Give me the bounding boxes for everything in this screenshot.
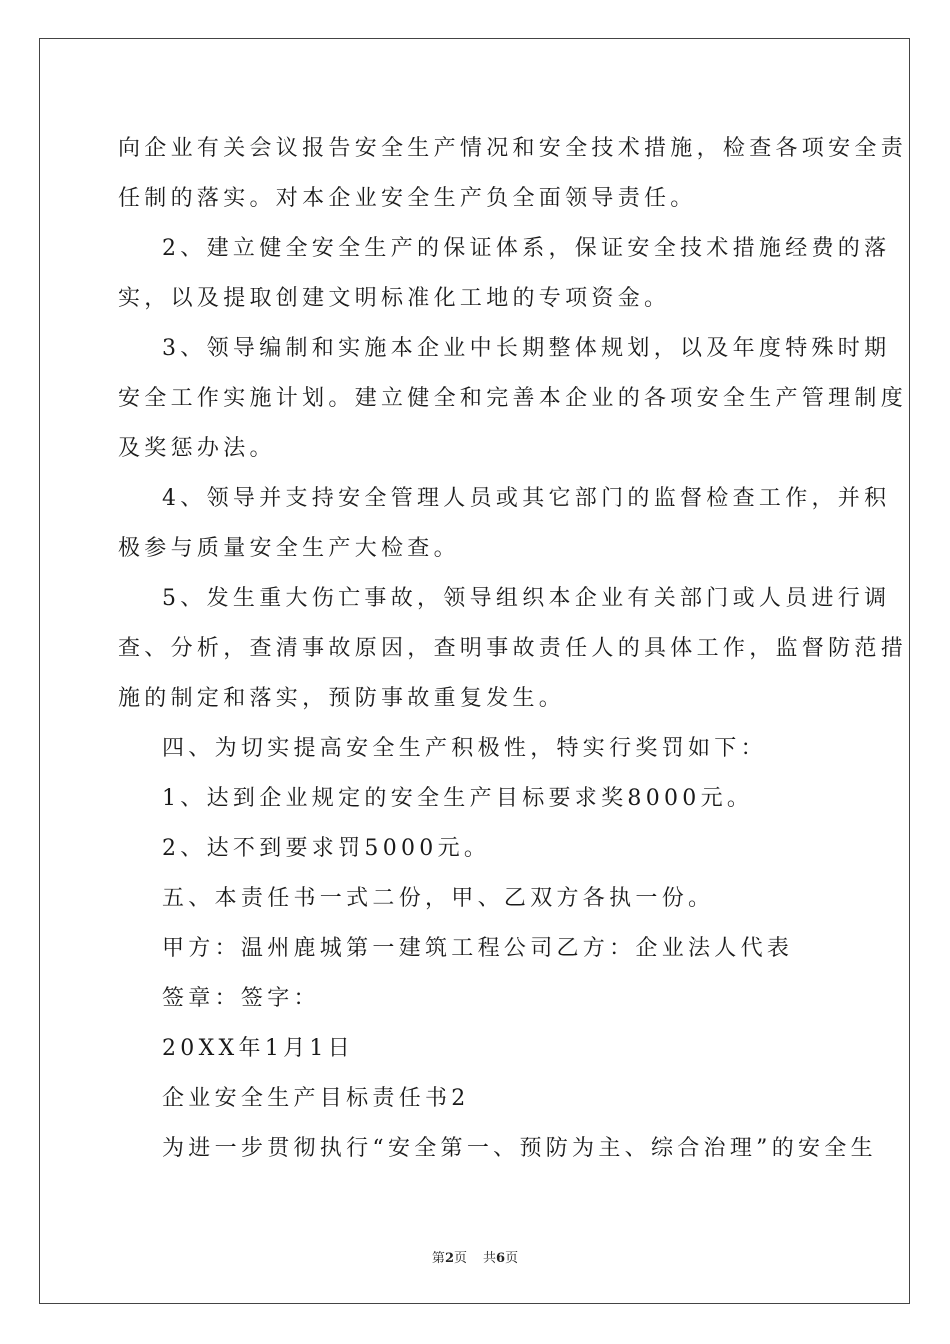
body-line-3: 2、建立健全安全生产的保证体系，保证安全技术措施经费的落 <box>162 236 891 261</box>
body-line-5: 3、领导编制和实施本企业中长期整体规划，以及年度特殊时期 <box>162 336 891 361</box>
body-line-2: 任制的落实。对本企业安全生产负全面领导责任。 <box>118 186 697 211</box>
body-line-1: 向企业有关会议报告安全生产情况和安全技术措施，检查各项安全责 <box>118 136 908 161</box>
total-prefix: 共 <box>483 1251 497 1266</box>
body-line-10: 5、发生重大伤亡事故，领导组织本企业有关部门或人员进行调 <box>162 586 891 611</box>
page-number-total: 6 <box>496 1251 506 1266</box>
body-line-8: 4、领导并支持安全管理人员或其它部门的监督检查工作，并积 <box>162 486 891 511</box>
page-prefix: 第 <box>431 1251 445 1266</box>
body-line-9: 极参与质量安全生产大检查。 <box>118 536 460 561</box>
body-line-13: 四、为切实提高安全生产积极性，特实行奖罚如下： <box>162 736 767 761</box>
body-line-17: 甲方：温州鹿城第一建筑工程公司乙方：企业法人代表 <box>162 936 794 961</box>
page-suffix: 页 <box>453 1251 467 1266</box>
page-footer <box>0 1247 950 1266</box>
body-line-7: 及奖惩办法。 <box>118 436 276 461</box>
body-line-6: 安全工作实施计划。建立健全和完善本企业的各项安全生产管理制度 <box>118 386 908 411</box>
body-line-14: 1、达到企业规定的安全生产目标要求奖8000元。 <box>162 786 754 811</box>
page-number-current: 2 <box>444 1251 454 1266</box>
body-line-4: 实，以及提取创建文明标准化工地的专项资金。 <box>118 286 671 311</box>
body-line-15: 2、达不到要求罚5000元。 <box>162 836 491 861</box>
body-line-21: 为进一步贯彻执行“安全第一、预防为主、综合治理”的安全生 <box>162 1136 877 1161</box>
body-line-18: 签章：签字： <box>162 986 320 1011</box>
body-line-11: 查、分析，查清事故原因，查明事故责任人的具体工作，监督防范措 <box>118 636 908 661</box>
body-line-12: 施的制定和落实，预防事故重复发生。 <box>118 686 566 711</box>
section-heading: 企业安全生产目标责任书2 <box>162 1086 470 1111</box>
body-line-19: 20XX年1月1日 <box>162 1036 355 1061</box>
total-suffix: 页 <box>505 1251 519 1266</box>
body-line-16: 五、本责任书一式二份，甲、乙双方各执一份。 <box>162 886 715 911</box>
